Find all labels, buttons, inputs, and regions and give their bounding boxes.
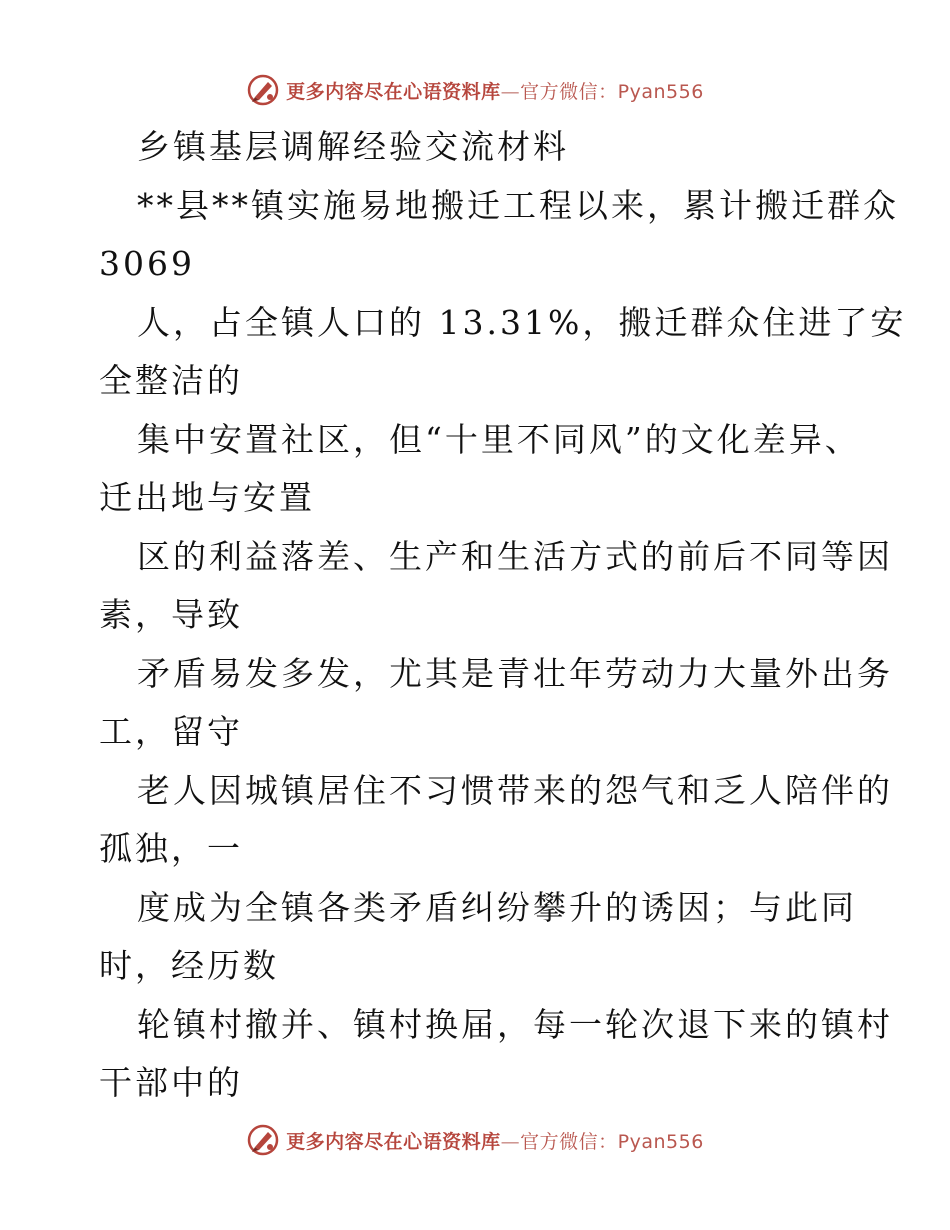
watermark-text [286,1127,704,1154]
text-line: 人，占全镇人口的 13.31%，搬迁群众住进了安 [137,303,907,342]
text-line: 老人因城镇居住不习惯带来的怨气和乏人陪伴的 [137,771,893,810]
watermark-main: 更多内容尽在心语资料库 [286,1130,501,1153]
watermark-dash: — [500,1130,521,1153]
text-line: 轮镇村撤并、镇村换届，每一轮次退下来的镇村 [137,1005,893,1044]
text-line: 全整洁的 [99,361,243,400]
text-line: 集中安置社区，但“十里不同风”的文化差异、 [137,420,861,459]
document-title: 乡镇基层调解经验交流材料 [137,127,569,166]
footer-watermark [0,1120,950,1160]
watermark-side: 官方微信：Pyan556 [520,80,704,103]
text-line: 干部中的 [99,1063,243,1102]
text-line: 矛盾易发多发，尤其是青壮年劳动力大量外出务 [137,654,893,693]
text-line: 3069 [99,244,195,283]
text-line: 区的利益落差、生产和生活方式的前后不同等因 [137,537,893,576]
watermark-dash: — [500,80,521,103]
pen-logo-icon [246,1123,280,1157]
text-line: **县**镇实施易地搬迁工程以来，累计搬迁群众 [137,186,899,225]
text-line: 时，经历数 [99,946,279,985]
text-line: 度成为全镇各类矛盾纠纷攀升的诱因；与此同 [137,888,857,927]
text-line: 工，留守 [99,712,243,751]
watermark-main: 更多内容尽在心语资料库 [286,80,501,103]
text-line: 孤独，一 [99,829,243,868]
text-line: 素，导致 [99,595,243,634]
watermark-side: 官方微信：Pyan556 [520,1130,704,1153]
text-line: 迁出地与安置 [99,478,315,517]
